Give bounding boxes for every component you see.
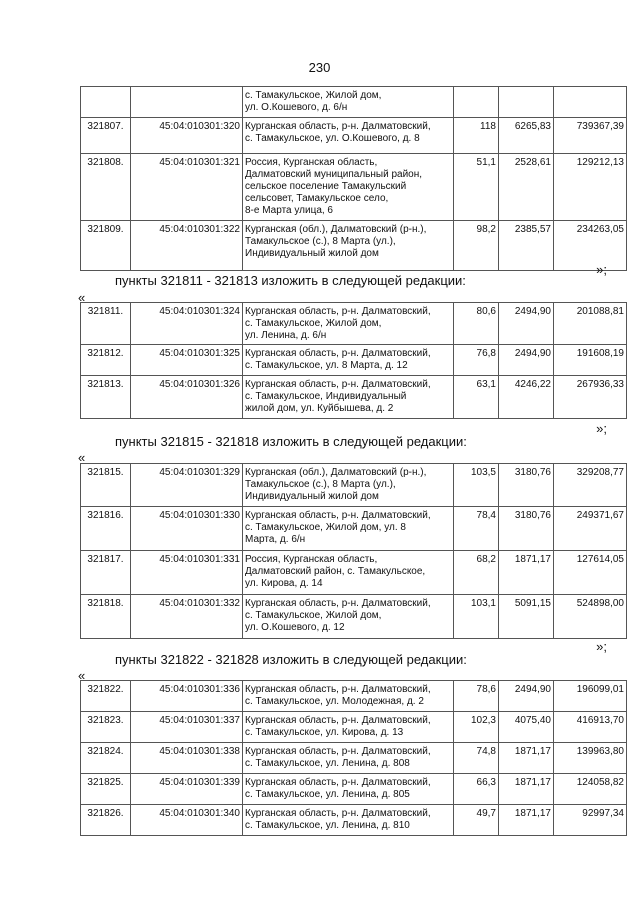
row-number-cell: 321826. [81, 805, 131, 836]
address-line: ул. Кирова, д. 14 [245, 578, 323, 589]
unit-value-cell: 2385,57 [499, 221, 554, 271]
address-cell [243, 376, 454, 419]
area-cell: 63,1 [454, 376, 499, 419]
address-cell [243, 345, 454, 376]
unit-value-cell: 2494,90 [499, 303, 554, 345]
row-number-cell: 321824. [81, 743, 131, 774]
table-row [81, 774, 627, 805]
cadastral-number-cell: 45:04:010301:321 [131, 154, 243, 221]
address-line: с. Тамакульское, Жилой дом, [245, 610, 382, 621]
area-cell: 49,7 [454, 805, 499, 836]
opening-quote: « [78, 450, 86, 465]
address-line: Курганская область, р-н. Далматовский, [245, 306, 431, 317]
cadastral-value-cell: 196099,01 [554, 681, 627, 712]
cadastral-number-cell: 45:04:010301:339 [131, 774, 243, 805]
cadastral-value-cell: 139963,80 [554, 743, 627, 774]
table-row [81, 507, 627, 551]
table-row [81, 345, 627, 376]
address-cell [243, 303, 454, 345]
unit-value-cell: 3180,76 [499, 464, 554, 507]
address-line: Далматовский муниципальный район, [245, 169, 423, 180]
cadastral-value-cell: 201088,81 [554, 303, 627, 345]
unit-value-cell: 4075,40 [499, 712, 554, 743]
unit-value-cell: 2494,90 [499, 681, 554, 712]
table-row [81, 551, 627, 595]
table-row [81, 303, 627, 345]
address-line: Россия, Курганская область, [245, 157, 378, 168]
address-line: с. Тамакульское, ул. 8 Марта, д. 12 [245, 360, 408, 371]
table-row [81, 376, 627, 419]
address-line: Курганская область, р-н. Далматовский, [245, 808, 431, 819]
table-row [81, 743, 627, 774]
area-cell: 66,3 [454, 774, 499, 805]
address-line: Марта, д. 6/н [245, 534, 306, 545]
row-number-cell: 321807. [81, 118, 131, 154]
closing-quote: »; [596, 262, 607, 277]
address-cell [243, 551, 454, 595]
cadastral-value-cell: 191608,19 [554, 345, 627, 376]
address-line: с. Тамакульское, ул. О.Кошевого, д. 8 [245, 133, 420, 144]
address-line: Тамакульское (с.), 8 Марта (ул.), [245, 479, 396, 490]
opening-quote: « [78, 668, 86, 683]
address-line: сельсовет, Тамакульское село, [245, 193, 389, 204]
unit-value-cell: 3180,76 [499, 507, 554, 551]
address-line: жилой дом, ул. Куйбышева, д. 2 [245, 403, 394, 414]
cadastral-value-cell: 129212,13 [554, 154, 627, 221]
table-row [81, 118, 627, 154]
area-cell: 74,8 [454, 743, 499, 774]
unit-value-cell: 1871,17 [499, 774, 554, 805]
row-number-cell: 321825. [81, 774, 131, 805]
address-line: с. Тамакульское, ул. Ленина, д. 810 [245, 820, 410, 831]
address-line: с. Тамакульское, Жилой дом, [245, 90, 382, 101]
row-number-cell: 321817. [81, 551, 131, 595]
unit-value-cell [499, 87, 554, 118]
cadastral-number-cell: 45:04:010301:336 [131, 681, 243, 712]
address-line: Курганская область, р-н. Далматовский, [245, 715, 431, 726]
address-line: с. Тамакульское, ул. Ленина, д. 808 [245, 758, 410, 769]
area-cell: 78,6 [454, 681, 499, 712]
address-cell [243, 118, 454, 154]
cadastral-value-cell: 124058,82 [554, 774, 627, 805]
address-cell [243, 805, 454, 836]
cadastral-value-cell: 524898,00 [554, 595, 627, 639]
area-cell: 98,2 [454, 221, 499, 271]
cadastral-number-cell: 45:04:010301:324 [131, 303, 243, 345]
cadastral-number-cell: 45:04:010301:338 [131, 743, 243, 774]
address-line: сельское поселение Тамакульский [245, 181, 407, 192]
address-line: Россия, Курганская область, [245, 554, 378, 565]
address-cell [243, 464, 454, 507]
unit-value-cell: 1871,17 [499, 805, 554, 836]
row-number-cell: 321813. [81, 376, 131, 419]
address-line: с. Тамакульское, ул. Ленина, д. 805 [245, 789, 410, 800]
row-number-cell: 321808. [81, 154, 131, 221]
cadastral-number-cell: 45:04:010301:330 [131, 507, 243, 551]
amendment-heading: пункты 321822 - 321828 изложить в следующей редакции: [115, 652, 467, 667]
register-table [80, 463, 627, 639]
cadastral-value-cell [554, 87, 627, 118]
cadastral-number-cell: 45:04:010301:320 [131, 118, 243, 154]
area-cell: 68,2 [454, 551, 499, 595]
address-cell [243, 743, 454, 774]
area-cell: 103,1 [454, 595, 499, 639]
row-number-cell: 321818. [81, 595, 131, 639]
row-number-cell [81, 87, 131, 118]
closing-quote: »; [596, 639, 607, 654]
table-row [81, 681, 627, 712]
address-line: ул. О.Кошевого, д. 12 [245, 622, 345, 633]
row-number-cell: 321816. [81, 507, 131, 551]
unit-value-cell: 1871,17 [499, 743, 554, 774]
area-cell: 51,1 [454, 154, 499, 221]
cadastral-number-cell: 45:04:010301:326 [131, 376, 243, 419]
area-cell: 76,8 [454, 345, 499, 376]
address-line: с. Тамакульское, ул. Молодежная, д. 2 [245, 696, 424, 707]
opening-quote: « [78, 290, 86, 305]
cadastral-value-cell: 234263,05 [554, 221, 627, 271]
register-table [80, 302, 627, 419]
address-line: Курганская область, р-н. Далматовский, [245, 510, 431, 521]
cadastral-number-cell: 45:04:010301:329 [131, 464, 243, 507]
address-line: Курганская область, р-н. Далматовский, [245, 379, 431, 390]
table-row [81, 595, 627, 639]
cadastral-value-cell: 739367,39 [554, 118, 627, 154]
page-number: 230 [308, 60, 331, 75]
unit-value-cell: 1871,17 [499, 551, 554, 595]
address-cell [243, 681, 454, 712]
area-cell: 80,6 [454, 303, 499, 345]
table-row [81, 464, 627, 507]
cadastral-number-cell: 45:04:010301:332 [131, 595, 243, 639]
cadastral-number-cell: 45:04:010301:325 [131, 345, 243, 376]
table-row [81, 221, 627, 271]
cadastral-value-cell: 92997,34 [554, 805, 627, 836]
unit-value-cell: 6265,83 [499, 118, 554, 154]
unit-value-cell: 2528,61 [499, 154, 554, 221]
row-number-cell: 321811. [81, 303, 131, 345]
cadastral-number-cell: 45:04:010301:337 [131, 712, 243, 743]
address-line: Курганская область, р-н. Далматовский, [245, 746, 431, 757]
table-row [81, 805, 627, 836]
unit-value-cell: 5091,15 [499, 595, 554, 639]
address-line: ул. Ленина, д. 6/н [245, 330, 327, 341]
row-number-cell: 321815. [81, 464, 131, 507]
address-line: Далматовский район, с. Тамакульское, [245, 566, 426, 577]
address-line: 8-е Марта улица, 6 [245, 205, 333, 216]
area-cell: 103,5 [454, 464, 499, 507]
closing-quote: »; [596, 421, 607, 436]
cadastral-value-cell: 329208,77 [554, 464, 627, 507]
area-cell: 118 [454, 118, 499, 154]
cadastral-value-cell: 267936,33 [554, 376, 627, 419]
address-line: Курганская (обл.), Далматовский (р-н.), [245, 224, 427, 235]
address-line: Курганская область, р-н. Далматовский, [245, 348, 431, 359]
address-line: Курганская область, р-н. Далматовский, [245, 684, 431, 695]
cadastral-number-cell: 45:04:010301:322 [131, 221, 243, 271]
address-line: с. Тамакульское, ул. Кирова, д. 13 [245, 727, 404, 738]
address-cell [243, 774, 454, 805]
address-line: Индивидуальный жилой дом [245, 248, 379, 259]
table-row [81, 154, 627, 221]
address-line: Тамакульское (с.), 8 Марта (ул.), [245, 236, 396, 247]
register-table [80, 680, 627, 836]
address-line: Курганская область, р-н. Далматовский, [245, 777, 431, 788]
address-cell [243, 87, 454, 118]
cadastral-number-cell: 45:04:010301:340 [131, 805, 243, 836]
address-line: Курганская область, р-н. Далматовский, [245, 121, 431, 132]
address-line: Курганская область, р-н. Далматовский, [245, 598, 431, 609]
unit-value-cell: 4246,22 [499, 376, 554, 419]
cadastral-number-cell [131, 87, 243, 118]
unit-value-cell: 2494,90 [499, 345, 554, 376]
register-table-continued [80, 86, 627, 271]
address-cell [243, 507, 454, 551]
address-line: с. Тамакульское, Жилой дом, ул. 8 [245, 522, 406, 533]
address-line: Индивидуальный жилой дом [245, 491, 379, 502]
cadastral-value-cell: 249371,67 [554, 507, 627, 551]
cadastral-number-cell: 45:04:010301:331 [131, 551, 243, 595]
row-number-cell: 321809. [81, 221, 131, 271]
cadastral-value-cell: 416913,70 [554, 712, 627, 743]
cadastral-value-cell: 127614,05 [554, 551, 627, 595]
address-cell [243, 595, 454, 639]
row-number-cell: 321812. [81, 345, 131, 376]
amendment-heading: пункты 321815 - 321818 изложить в следующей редакции: [115, 434, 467, 449]
table-row [81, 712, 627, 743]
address-cell [243, 154, 454, 221]
address-cell [243, 712, 454, 743]
address-line: ул. О.Кошевого, д. 6/н [245, 102, 348, 113]
address-cell [243, 221, 454, 271]
area-cell: 102,3 [454, 712, 499, 743]
row-number-cell: 321823. [81, 712, 131, 743]
address-line: Курганская (обл.), Далматовский (р-н.), [245, 467, 427, 478]
table-row [81, 87, 627, 118]
amendment-heading: пункты 321811 - 321813 изложить в следующей редакции: [115, 273, 466, 288]
row-number-cell: 321822. [81, 681, 131, 712]
area-cell [454, 87, 499, 118]
area-cell: 78,4 [454, 507, 499, 551]
address-line: с. Тамакульское, Индивидуальный [245, 391, 407, 402]
address-line: с. Тамакульское, Жилой дом, [245, 318, 382, 329]
